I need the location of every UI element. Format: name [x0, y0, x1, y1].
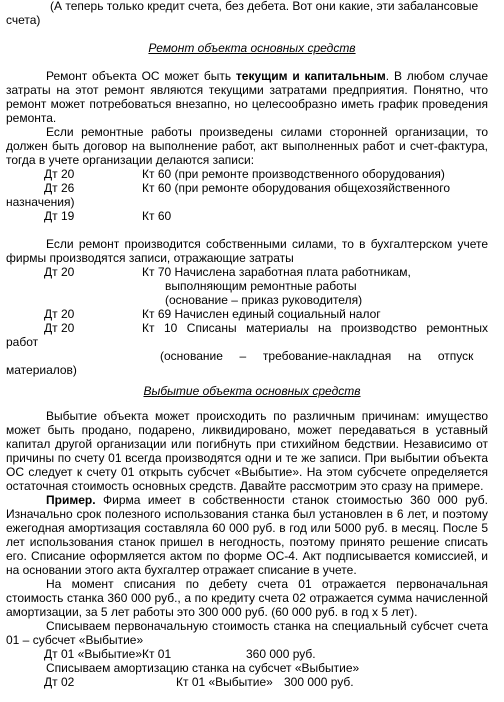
credit-account: Кт 60 (при ремонте производственного оборудования) [142, 167, 445, 181]
entry-continuation: материалов) [6, 363, 77, 377]
accounting-entry [0, 167, 504, 181]
paragraph-line: капитал другой организации или погибнуть при стихийном бедствии. Независимо от [6, 437, 488, 451]
credit-account: Кт 01 «Выбытие» [176, 675, 273, 689]
debit-credit-accounts: Дт 01 «Выбытие»Кт 01 [44, 647, 172, 661]
paragraph-line: Списываем амортизацию станка на субсчет «Выбытие» [46, 661, 360, 675]
entry-continuation: работ [6, 335, 39, 349]
paragraph-line: Списываем первоначальную стоимость станка на специальный субсчет счета [46, 619, 488, 633]
entry-continuation: выполняющим ремонтные работы [165, 279, 357, 293]
paragraph-line: На момент списания по дебету счета 01 отражается первоначальная [46, 577, 488, 591]
paragraph-line: ежегодная амортизация составляла 60 000 руб. в год или 5000 руб. в месяц. После 5 [6, 521, 488, 535]
paragraph-line: лет использования станок пришел в негодность, поэтому принято решение списать [6, 535, 488, 549]
paragraph-line: может быть продано, подарено, ликвидировано, может передаваться в уставный [6, 423, 488, 437]
paragraph-line: на основании этого акта бухгалтер отражает списание в учете. [6, 563, 357, 577]
paragraph-line: фирмы производятся записи, отражающие затраты [6, 251, 294, 265]
paragraph-line: стоимость станка 360 000 руб., а по кредиту счета 02 отражается сумма начисленной [6, 591, 488, 605]
paragraph-line: его. Списание оформляется актом по форме ОС-4. Акт подписывается комиссией, и [6, 549, 488, 563]
accounting-entry [0, 181, 504, 195]
example-label: Пример. [46, 493, 96, 507]
accounting-entry [0, 647, 504, 661]
credit-account: Кт 10 Списаны материалы на производство ремонтных [142, 321, 488, 335]
bold-phrase: текущим и капитальным [235, 69, 386, 83]
debit-account: Дт 26 [44, 181, 75, 195]
entry-continuation: (основание – требование-накладная на отпуск [160, 349, 474, 363]
paragraph-line: затраты на этот ремонт являются текущими затратами предприятия. Понятно, что [6, 83, 488, 97]
paragraph-line: остаточная стоимость основных средств. Давайте рассмотрим это сразу на примере. [6, 479, 484, 493]
paragraph-line: Если ремонтные работы произведены силами сторонней организации, то [46, 125, 488, 139]
paragraph-line: тогда в учете организации делаются записи: [6, 153, 255, 167]
accounting-entry [0, 675, 504, 689]
section-heading-disposal: Выбытие объекта основных средств [143, 384, 361, 398]
debit-account: Дт 19 [44, 209, 75, 223]
paragraph-line: ремонта. [6, 111, 57, 125]
debit-account: Дт 20 [44, 265, 75, 279]
paragraph-line: ремонт может потребоваться внезапно, но целесообразно иметь график проведения [6, 97, 488, 111]
debit-account: Дт 02 [44, 675, 75, 689]
credit-account: Кт 60 [142, 209, 172, 223]
paragraph-line: причины по счету 01 всегда производятся одни и те же записи. При выбытии объекта [6, 451, 488, 465]
paragraph-line: 01 – субсчет «Выбытие» [6, 633, 144, 647]
accounting-entry [0, 321, 504, 335]
section-heading-repair: Ремонт объекта основных средств [148, 41, 356, 55]
credit-account: Кт 70 Начислена заработная плата работникам, [142, 265, 411, 279]
paragraph-line: Изначально срок полезного использования станка был установлен в 6 лет, и поэтому [6, 507, 488, 521]
debit-account: Дт 20 [44, 307, 75, 321]
debit-account: Дт 20 [44, 321, 75, 335]
example-line: Пример. Фирма имеет в собственности станок стоимостью 360 000 руб. [46, 493, 488, 507]
paragraph-line: ОС следует к счету 01 открыть субсчет «Выбытие». На этом субсчете определяется [6, 465, 488, 479]
paragraph-line: амортизации, за 5 лет работы это 300 000 руб. (60 000 руб. в год х 5 лет). [6, 605, 418, 619]
entry-continuation: назначения) [6, 195, 75, 209]
entry-continuation: (основание – приказ руководителя) [165, 293, 363, 307]
paragraph-line: Если ремонт производится собственными силами, то в бухгалтерском учете [46, 237, 488, 251]
intro-line: счета) [6, 13, 41, 27]
credit-account: Кт 69 Начислен единый социальный налог [142, 307, 381, 321]
accounting-entry [0, 209, 504, 223]
paragraph-line: Выбытие объекта может происходить по различным причинам: имущество [46, 409, 488, 423]
paragraph-line: должен быть договор на выполнение работ, акт выполненных работ и счет-фактура, [6, 139, 488, 153]
entry-amount: 300 000 руб. [284, 675, 354, 689]
paragraph-line: Ремонт объекта ОС может быть текущим и капитальным. В любом случае [46, 69, 488, 83]
debit-account: Дт 20 [44, 167, 75, 181]
accounting-entry [0, 307, 504, 321]
entry-amount: 360 000 руб. [246, 647, 316, 661]
intro-line: (А теперь только кредит счета, без дебета. Вот они какие, эти забалансовые [50, 0, 479, 13]
accounting-entry [0, 265, 504, 279]
credit-account: Кт 60 (при ремонте оборудования общехозяйственного [142, 181, 451, 195]
